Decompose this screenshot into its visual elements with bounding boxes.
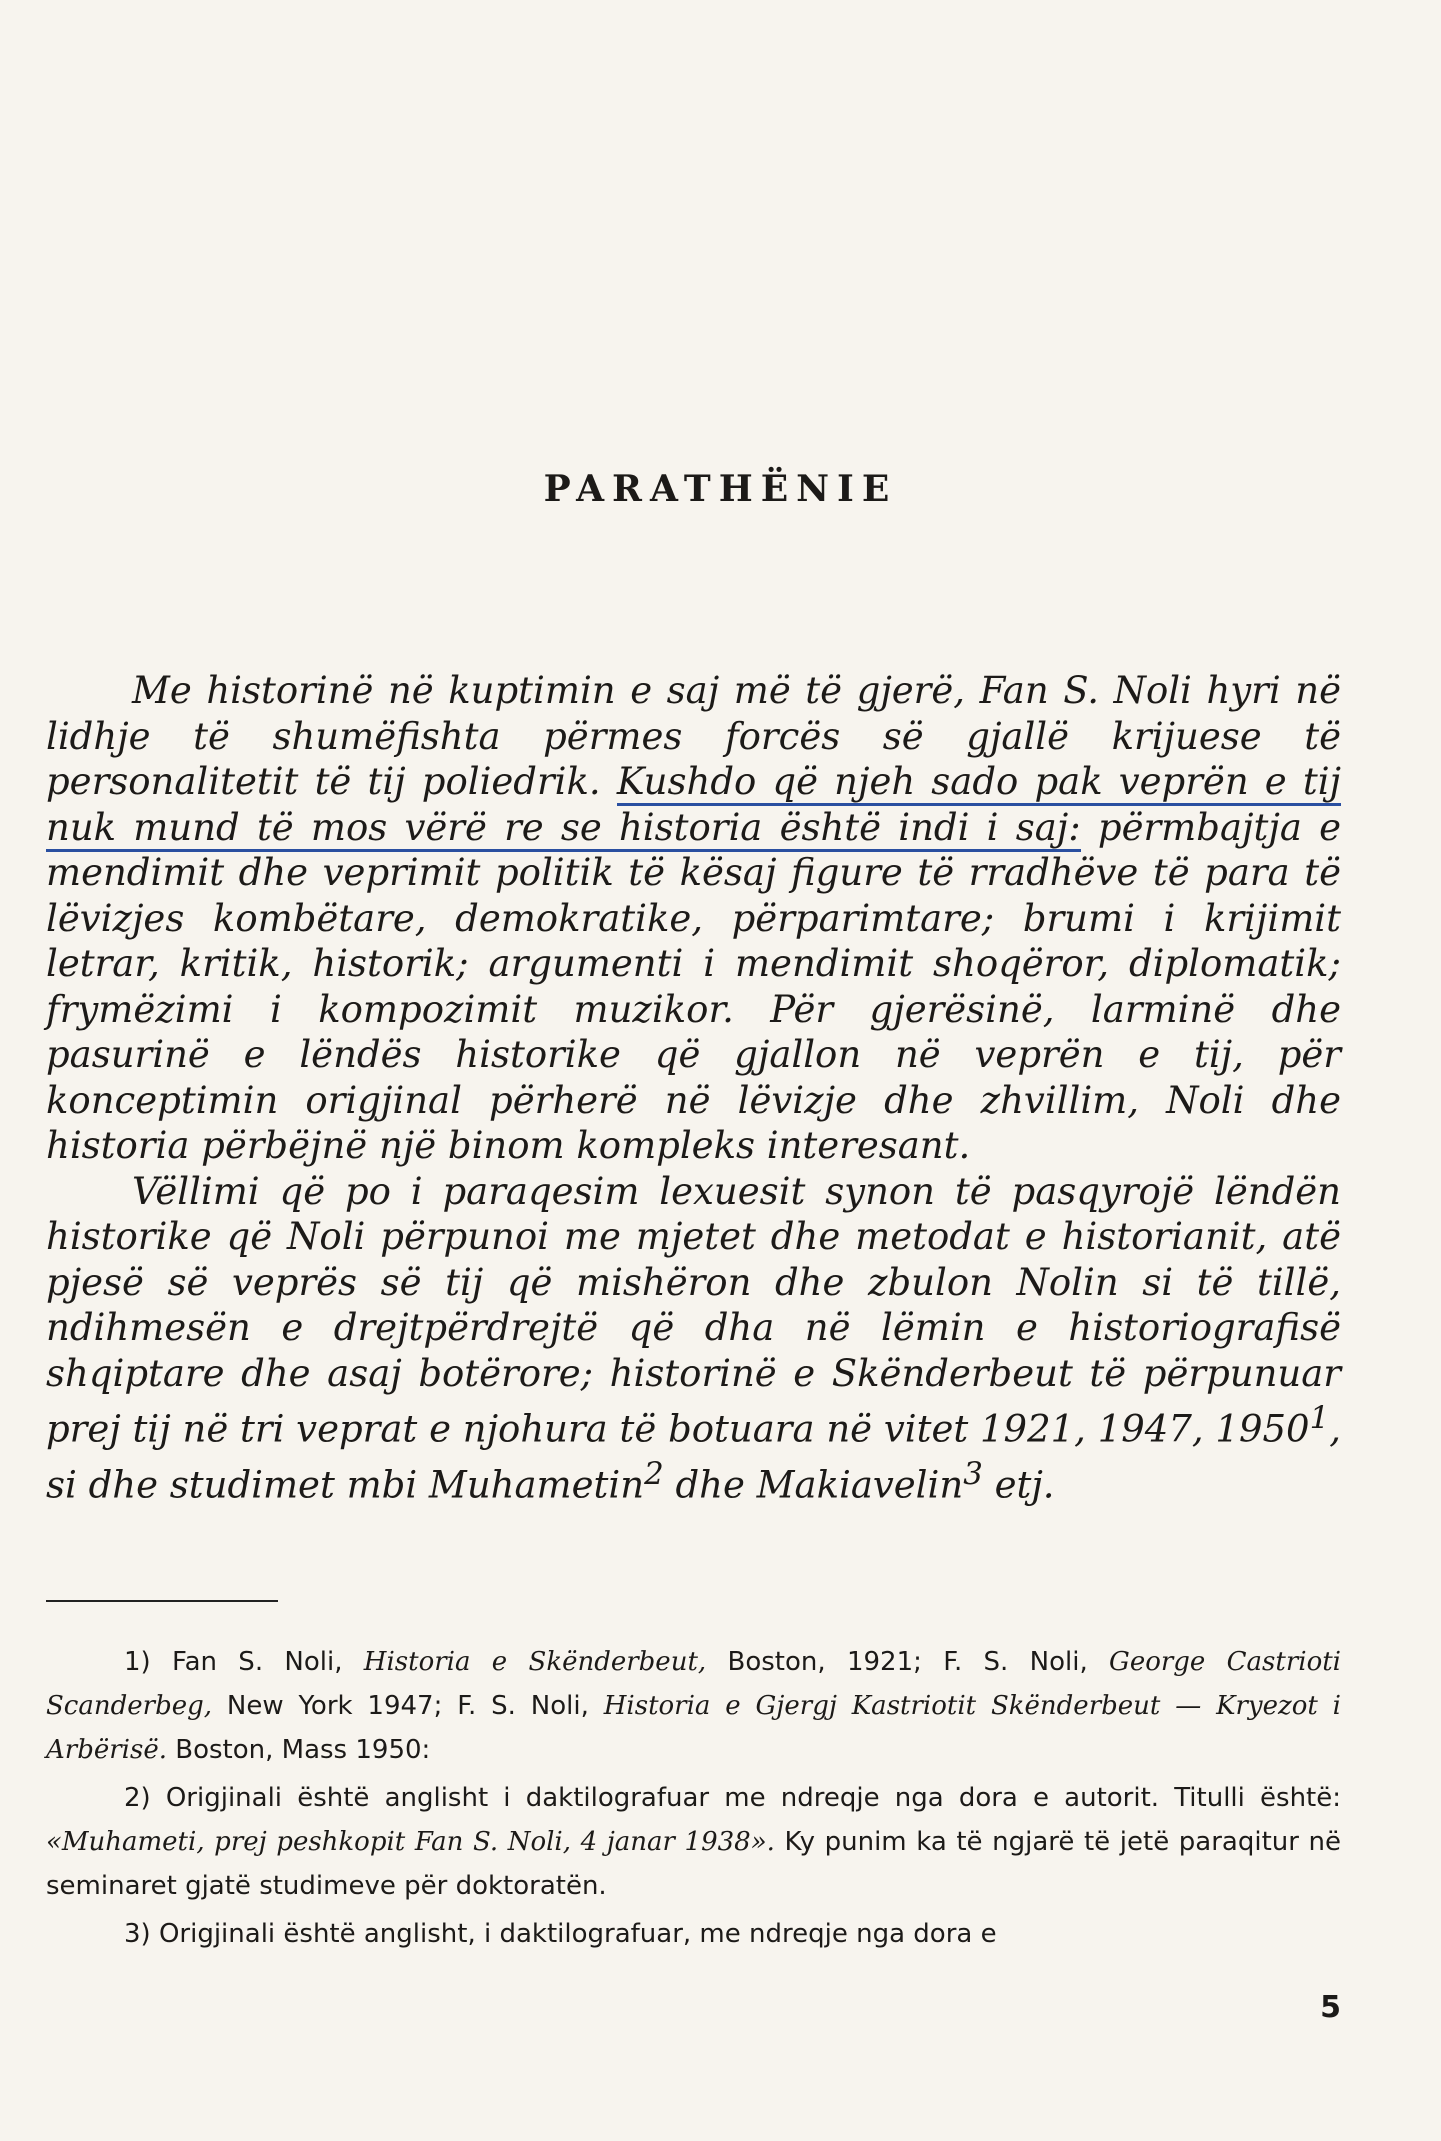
paragraph-2-text: Vëllimi që po i paraqesim lexuesit synon të pasqyrojë lëndën historike që Noli përpunoi me mjetet dhe metodat e historianit, atë pjesë së veprës së tij që mishëron dhe zbulon Nolin si të tillë, ndihmesën e drejtpërdrejtë që dha në lëmin e historiografisë shqiptare dhe asaj botërore; historinë e Skënderbeut të përpunuar prej tij në tri veprat e njohura të botuara në vitet 1921, 1947, 1950 <box>46 1169 1341 1451</box>
body-text <box>46 668 1341 1508</box>
footnote-ref-3: 3 <box>963 1455 983 1492</box>
footnote-ref-2: 2 <box>644 1455 664 1492</box>
page-number: 5 <box>1320 1990 1341 2025</box>
footnote-1-g: Boston, Mass 1950: <box>166 1735 431 1765</box>
footnote-1-title-2: George Castrioti Scanderbeg, <box>46 1647 1341 1721</box>
footnote-1-title-1: Historia e Skënderbeut, <box>363 1647 707 1677</box>
paragraph-2-text-mid2: dhe Makiavelin <box>663 1463 964 1507</box>
footnote-2-a: 2) Origjinali është anglisht i daktilografuar me ndreqje nga dora e autorit. Titulli është: <box>124 1783 1341 1813</box>
footnote-2-title: «Muhameti, prej peshkopit Fan S. Noli, 4 janar 1938». <box>46 1827 775 1857</box>
footnote-1-title-3: Historia e Gjergj Kastriotit Skënderbeut — Kryezot i Arbërisë. <box>46 1691 1341 1765</box>
paragraph-2-text-mid: , si dhe studimet mbi Muhametin <box>46 1407 1341 1507</box>
paragraph-2 <box>46 1169 1341 1508</box>
footnote-1-a: 1) Fan S. Noli, <box>124 1647 364 1677</box>
footnote-divider <box>46 1600 278 1602</box>
underlined-passage: Kushdo që njeh sado pak veprën e tij nuk mund të mos vërë re se historia është indi i saj: <box>46 760 1341 852</box>
footnote-ref-1: 1 <box>1309 1400 1330 1436</box>
footnote-1 <box>46 1640 1341 1772</box>
footnote-1-e: New York 1947; F. S. Noli, <box>212 1691 604 1721</box>
paragraph-2-end: etj. <box>982 1463 1055 1507</box>
paragraph-1-start: Me historinë në kuptimin e saj më të gjerë, Fan S. Noli hyri në lidhje të shumëfishta përmes forcës së gjallë krijuese të personalitetit të tij poliedrik. <box>46 669 1341 803</box>
footnote-3: 3) Origjinali është anglisht, i daktilografuar, me ndreqje nga dora e <box>124 1919 997 1949</box>
footnote-2 <box>46 1776 1341 1908</box>
footnote-2-c: Ky punim ka të ngjarë të jetë paraqitur në seminaret gjatë studimeve për doktoratën. <box>46 1827 1341 1901</box>
page-title: PARATHËNIE <box>543 468 898 510</box>
paragraph-1 <box>46 668 1341 1169</box>
footnotes <box>46 1640 1341 1960</box>
paragraph-1-rest: përmbajtja e mendimit dhe veprimit politik të kësaj figure të rradhëve të para të lëvizjes kombëtare, demokratike, përparimtare; brumi i krijimit letrar, kritik, historik; argumenti i mendimit shoqëror, diplomatik; frymëzimi i kompozimit muzikor. Për gjerësinë, larminë dhe pasurinë e lëndës historike që gjallon në veprën e tij, për konceptimin origjinal përherë në lëvizje dhe zhvillim, Noli dhe historia përbëjnë një binom kompleks interesant. <box>46 805 1342 1167</box>
footnote-1-c: Boston, 1921; F. S. Noli, <box>706 1647 1110 1677</box>
